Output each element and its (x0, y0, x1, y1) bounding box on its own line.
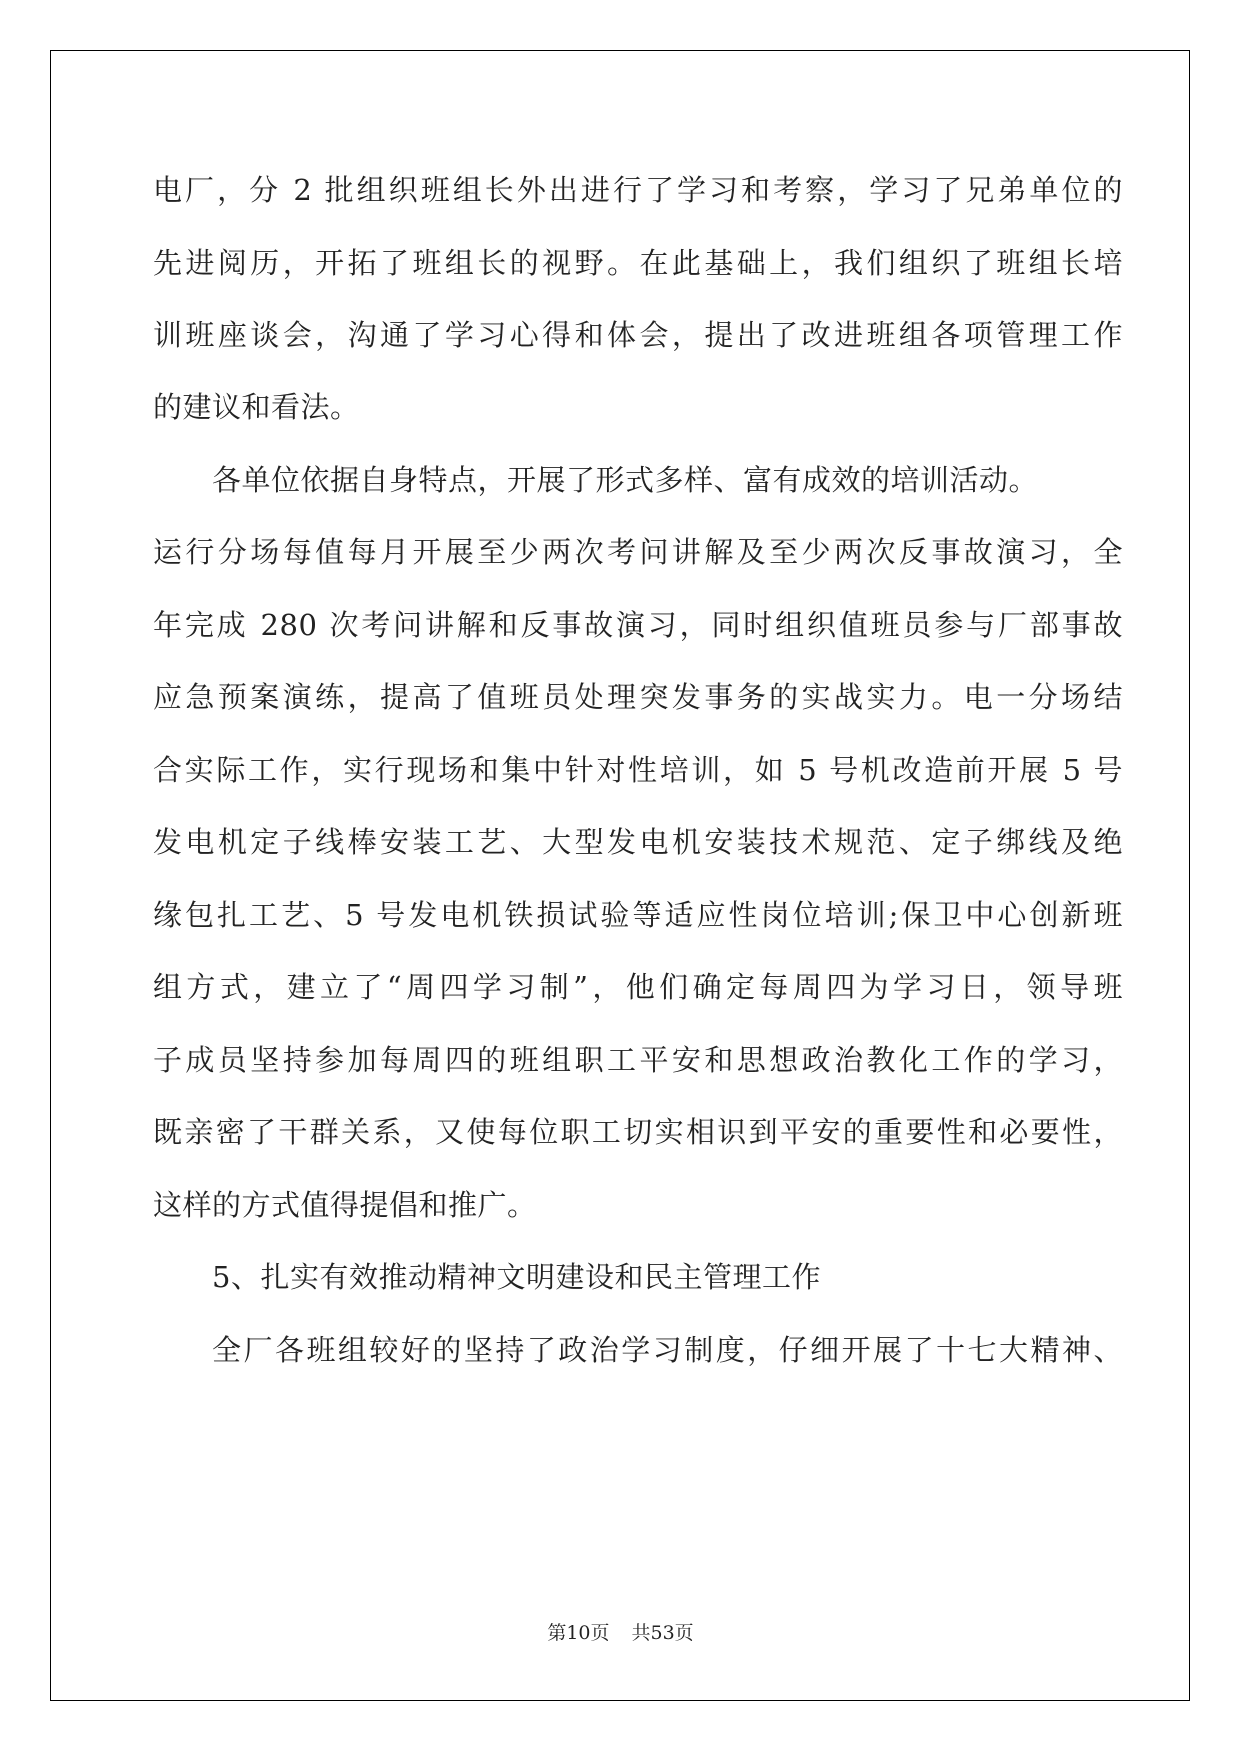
section-heading: 5、扎实有效推动精神文明建设和民主管理工作 (212, 1260, 821, 1294)
text-line: 先进阅历，开拓了班组长的视野。在此基础上，我们组织了班组长培 (153, 246, 1123, 280)
text-line: 缘包扎工艺、5 号发电机铁损试验等适应性岗位培训;保卫中心创新班 (153, 898, 1123, 932)
text-line: 的建议和看法。 (153, 390, 360, 424)
text-line: 这样的方式值得提倡和推广。 (153, 1188, 537, 1222)
text-line: 电厂，分 2 批组织班组长外出进行了学习和考察，学习了兄弟单位的 (153, 173, 1123, 207)
page-number: 第10页 (547, 1622, 610, 1644)
text-line: 年完成 280 次考问讲解和反事故演习，同时组织值班员参与厂部事故 (153, 608, 1123, 642)
text-line: 训班座谈会，沟通了学习心得和体会，提出了改进班组各项管理工作 (153, 318, 1123, 352)
text-line: 全厂各班组较好的坚持了政治学习制度，仔细开展了十七大精神、 (212, 1333, 1123, 1367)
text-line: 发电机定子线棒安装工艺、大型发电机安装技术规范、定子绑线及绝 (153, 825, 1123, 859)
text-line: 运行分场每值每月开展至少两次考问讲解及至少两次反事故演习，全 (153, 535, 1123, 569)
text-line: 各单位依据自身特点，开展了形式多样、富有成效的培训活动。 (212, 463, 1039, 497)
text-line: 合实际工作，实行现场和集中针对性培训，如 5 号机改造前开展 5 号 (153, 753, 1123, 787)
page-footer (0, 1618, 1241, 1645)
page-total: 共53页 (631, 1622, 694, 1644)
text-line: 组方式，建立了“周四学习制”，他们确定每周四为学习日，领导班 (153, 970, 1123, 1004)
text-line: 既亲密了干群关系，又使每位职工切实相识到平安的重要性和必要性， (153, 1115, 1123, 1149)
text-line: 子成员坚持参加每周四的班组职工平安和思想政治教化工作的学习， (153, 1043, 1123, 1077)
page-border (50, 50, 1190, 1701)
text-line: 应急预案演练，提高了值班员处理突发事务的实战实力。电一分场结 (153, 680, 1123, 714)
